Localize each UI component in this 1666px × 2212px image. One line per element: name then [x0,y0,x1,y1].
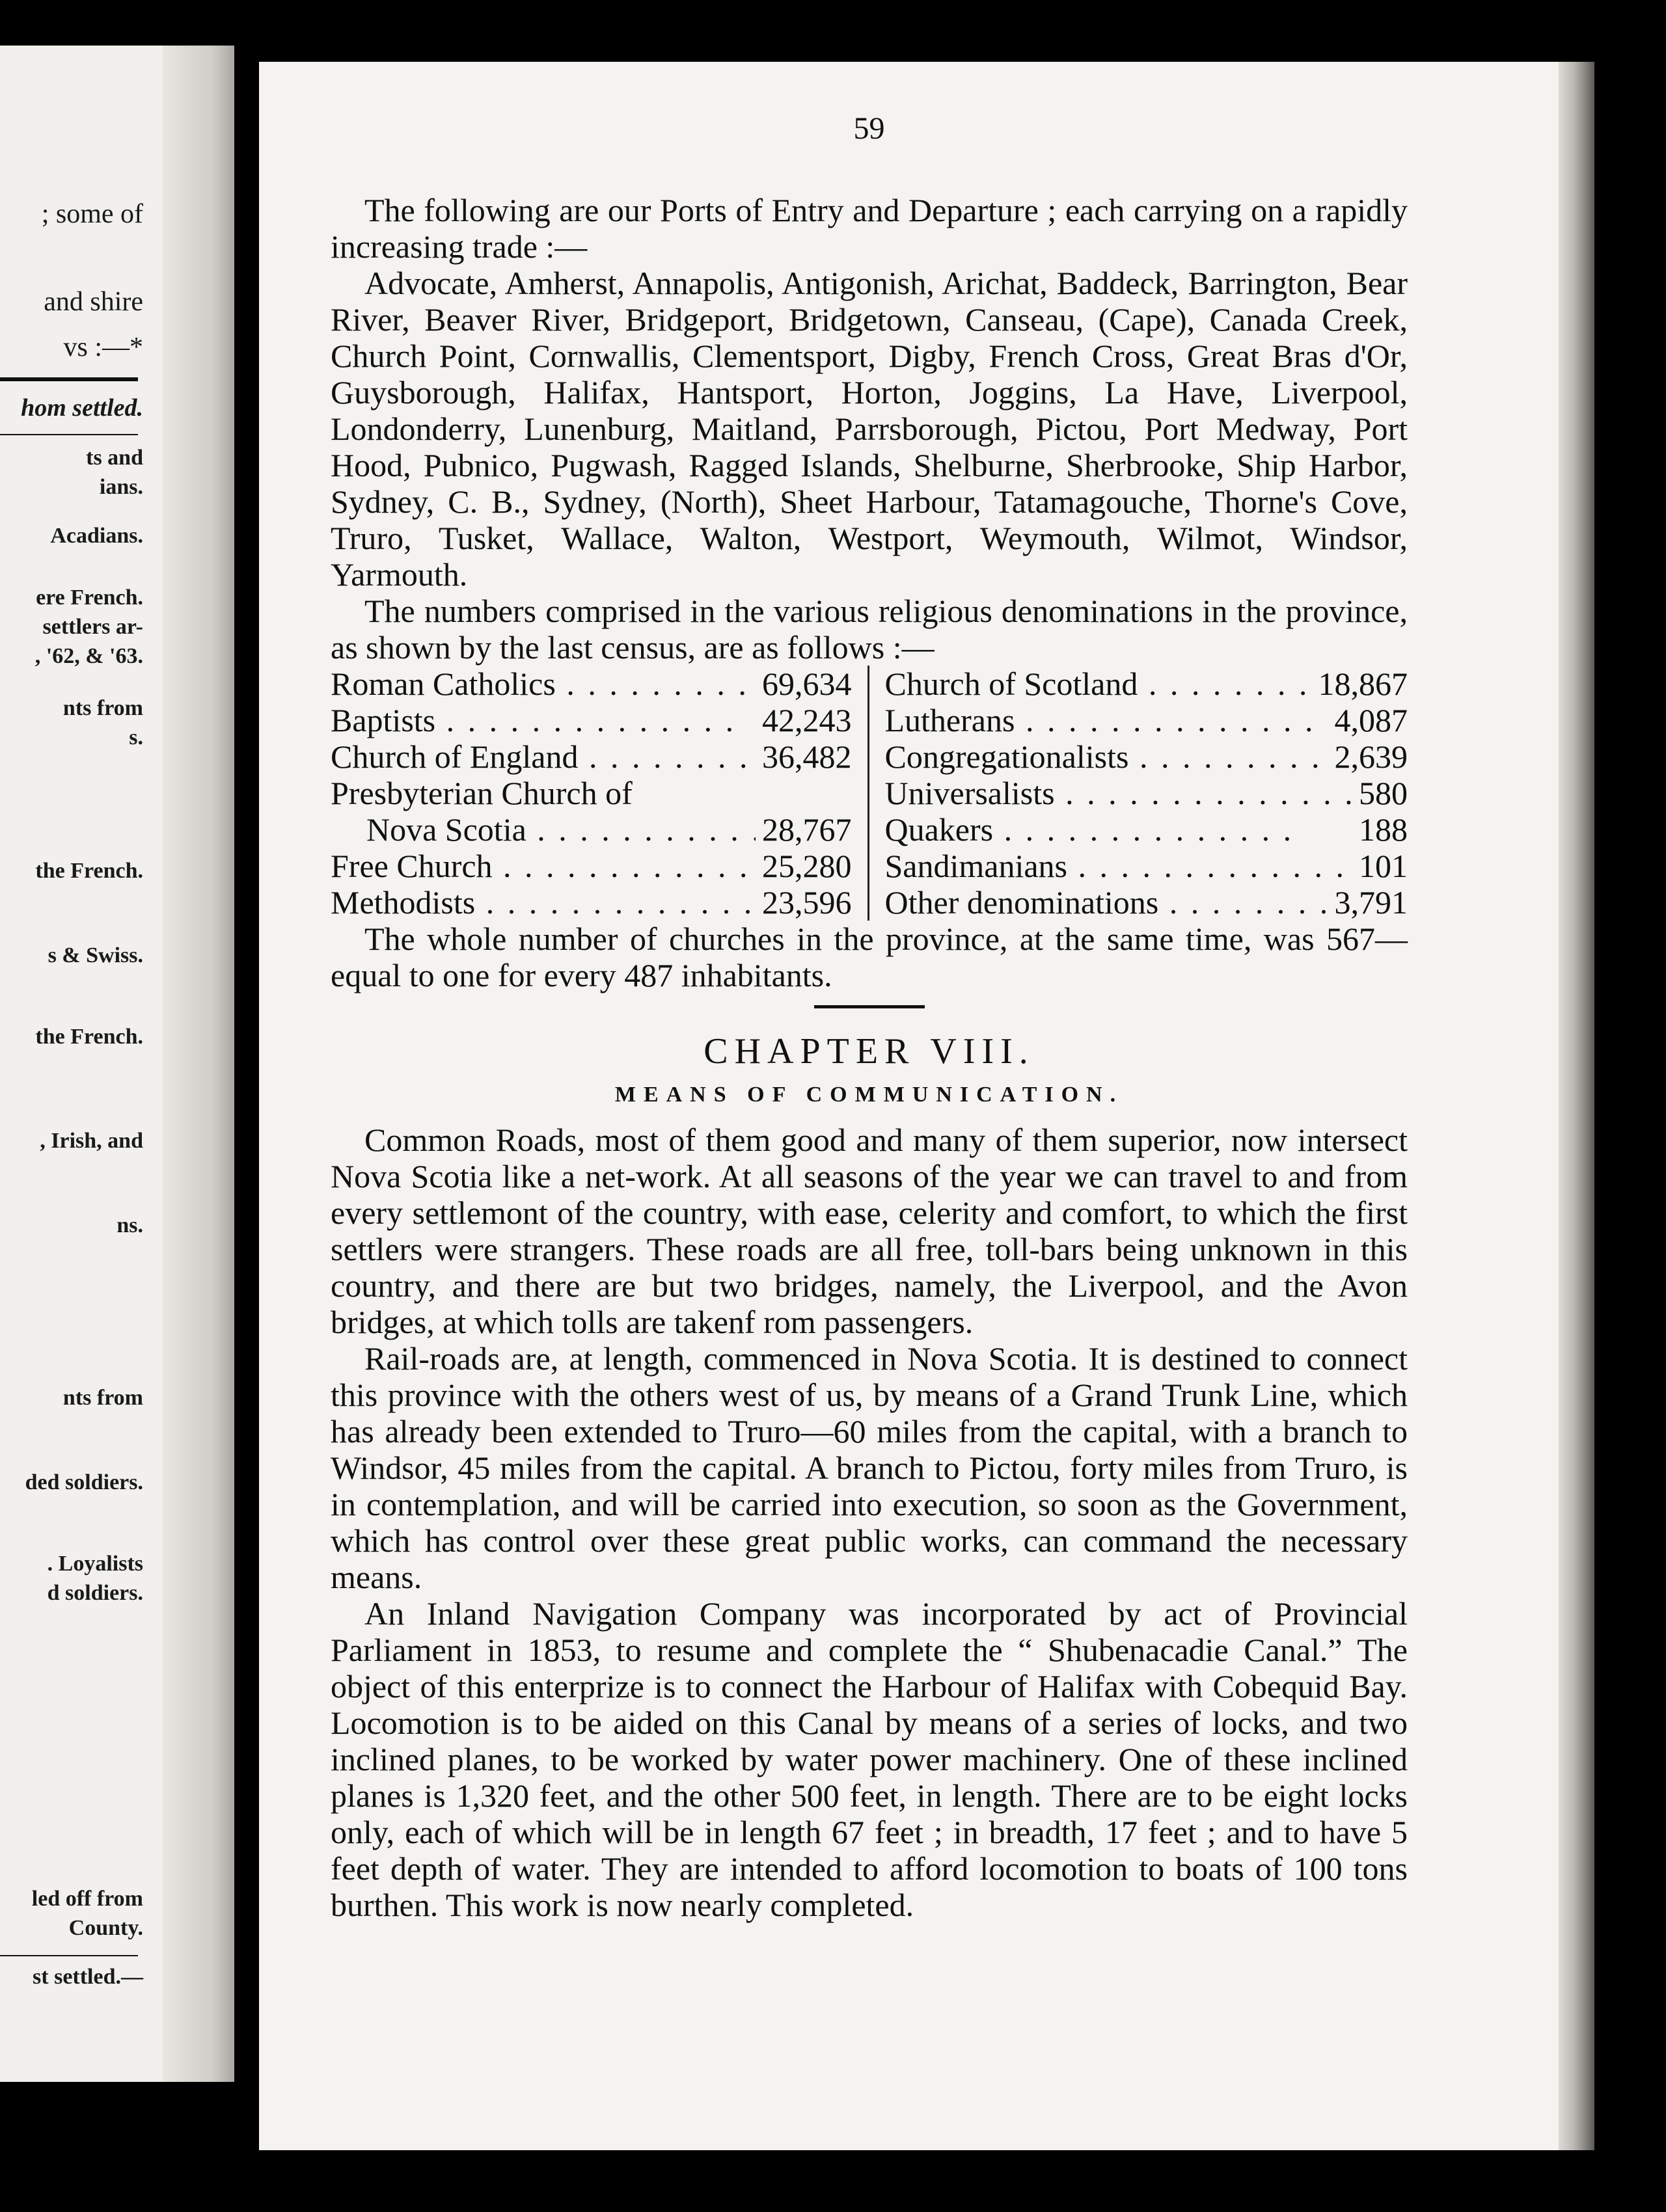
denomination-row [885,666,1408,702]
body-paragraph: Rail-roads are, at length, commenced in Nova Scotia. It is destined to connect this province with the others west of us, by means of a Grand Trunk Line, which has already been extended to Truro—60 miles from the capital, with a branch to Windsor, 45 miles from the capital. A branch to Pictou, forty miles from Truro, is in contemplation, and will be carried into execution, so soon as the Government, which has control over these great public works, can command the necessary means. [331,1340,1408,1595]
left-page-line: led off from [31,1887,143,1911]
denomination-row [331,702,852,738]
left-page-line: st settled.— [33,1965,143,1989]
previous-page-fragment [0,46,234,2082]
left-page-column-heading: hom settled. [21,394,143,422]
denomination-row [331,884,852,921]
chapter-subtitle: MEANS OF COMMUNICATION. [614,1083,1124,1107]
denomination-name: Church of England . . [331,738,756,775]
denominations-column-left [331,666,869,921]
denomination-name: Other denominations . . [885,884,1328,921]
denomination-name: Nova Scotia . . [331,811,756,848]
denomination-row [331,775,852,811]
left-page-rule [0,434,138,435]
denomination-count: 101 [1352,848,1408,884]
denomination-name: Congregationalists . . [885,738,1328,775]
left-page-line: , Irish, and [40,1129,143,1153]
book-gutter [234,0,260,2212]
denomination-row [331,666,852,702]
body-paragraph: Common Roads, most of them good and many of them superior, now intersect Nova Scotia like a net-work. At all seasons of the year we can travel to and from every settlemont of the country, with ease, celerity and comfort, to which the first settlers were strangers. These roads are all free, toll-bars being unknown in this country, and there are but two bridges, namely, the Liverpool, and the Avon bridges, at which tolls are takenf rom passengers. [331,1122,1408,1340]
denomination-name: Sandimanians . . [885,848,1353,884]
left-page-line: ded soldiers. [25,1470,143,1494]
book-page [259,62,1583,2150]
ports-list: Advocate, Amherst, Annapolis, Antigonish, Arichat, Baddeck, Barrington, Bear River, Beaver River, Bridgeport, Bridgetown, Canseau, (Cape), Canada Creek, Church Point, Cornwallis, Clementsport, Digby, French Cross, Great Bras d'Or, Guysborough, Halifax, Hantsport, Horton, Joggins, La Have, Liverpool, Londonderry, Lunenburg, Maitland, Parrsborough, Pictou, Port Medway, Port Hood, Pubnico, Pugwash, Ragged Islands, Shelburne, Sherbrooke, Ship Harbor, Sydney, C. B., Sydney, (North), Sheet Harbour, Tatamagouche, Thorne's Cove, Truro, Tusket, Wallace, Walton, Westport, Weymouth, Wilmot, Windsor, Yarmouth. [331,265,1408,593]
left-page-line: ts and [86,446,143,470]
denomination-name: Roman Catholics . . [331,666,756,702]
denomination-name: Quakers . . [885,811,1353,848]
body-paragraph: An Inland Navigation Company was incorporated by act of Provincial Parliament in 1853, to resume and complete the “ Shubenacadie Canal.” The object of this enterprize is to connect the Harbour of Halifax with Cobequid Bay. Locomotion is to be aided on this Canal by means of a series of locks, and two inclined planes, to be worked by water power machinery. One of these inclined planes is 1,320 feet, and the other 500 feet, in length. There are to be eight locks only, each of which will be in length 67 feet ; in breadth, 17 feet ; and to have 5 feet depth of water. They are intended to afford locomotion to boats of 100 tons burthen. This work is now nearly completed. [331,1595,1408,1923]
left-page-line: Acadians. [50,524,143,548]
denomination-name: Methodists . . [331,884,756,921]
denomination-count: 36,482 [756,738,852,775]
denomination-name: Lutherans . . [885,702,1328,738]
section-divider [814,1005,925,1008]
churches-paragraph: The whole number of churches in the province, at the same time, was 567—equal to one for every 487 inhabitants. [331,921,1408,993]
denomination-name: Presbyterian Church of [331,775,633,811]
left-page-line: the French. [35,1025,143,1049]
left-page-line: d soldiers. [47,1581,143,1605]
denomination-name: Universalists . . [885,775,1353,811]
denomination-count: 23,596 [756,884,852,921]
left-page-line: nts from [62,696,143,720]
denomination-count: 18,867 [1312,666,1408,702]
denomination-row [885,738,1408,775]
left-page-rule [0,1955,138,1956]
denomination-count: 42,243 [756,702,852,738]
denomination-count: 69,634 [756,666,852,702]
denomination-name: Baptists . . [331,702,756,738]
chapter-title: CHAPTER VIII. [703,1031,1035,1072]
denomination-row [885,848,1408,884]
left-page-line: s & Swiss. [48,943,143,967]
left-page-line: the French. [35,859,143,883]
left-page-rule [0,377,138,381]
page-gutter-shadow [163,46,234,2082]
left-page-line: nts from [62,1386,143,1410]
left-page-line: s. [129,725,143,749]
denomination-name: Church of Scotland . . [885,666,1312,702]
denomination-count: 188 [1352,811,1408,848]
left-page-line: ere French. [36,586,143,610]
denomination-row [885,775,1408,811]
page-content [331,111,1408,1923]
denomination-count: 28,767 [756,811,852,848]
denomination-count [845,775,852,811]
left-page-line: , '62, & '63. [34,644,143,668]
denominations-intro: The numbers comprised in the various religious denominations in the province, as shown by the last census, are as follows :— [331,593,1408,666]
ports-intro: The following are our Ports of Entry and Departure ; each carrying on a rapidly increasing trade :— [331,192,1408,265]
denomination-name: Free Church . . [331,848,756,884]
page-number: 59 [853,111,885,146]
denomination-row [331,738,852,775]
left-page-line: ns. [116,1213,143,1237]
denomination-row [885,884,1408,921]
page-edge-shadow [1559,62,1594,2150]
left-page-line: ; some of [41,199,143,229]
denominations-table [331,666,1408,921]
left-page-line: settlers ar- [42,615,143,639]
denomination-count: 25,280 [756,848,852,884]
left-page-line: vs :—* [63,332,143,362]
denomination-row [331,811,852,848]
denominations-column-right [869,666,1408,921]
denomination-count: 2,639 [1328,738,1408,775]
denomination-row [331,848,852,884]
denomination-row [885,811,1408,848]
denomination-count: 3,791 [1328,884,1408,921]
denomination-row [885,702,1408,738]
left-page-line: County. [68,1916,143,1940]
denomination-count: 580 [1352,775,1408,811]
denomination-count: 4,087 [1328,702,1408,738]
left-page-line: and shire [44,287,143,317]
left-page-line: . Loyalists [47,1552,143,1576]
left-page-line: ians. [99,475,143,499]
